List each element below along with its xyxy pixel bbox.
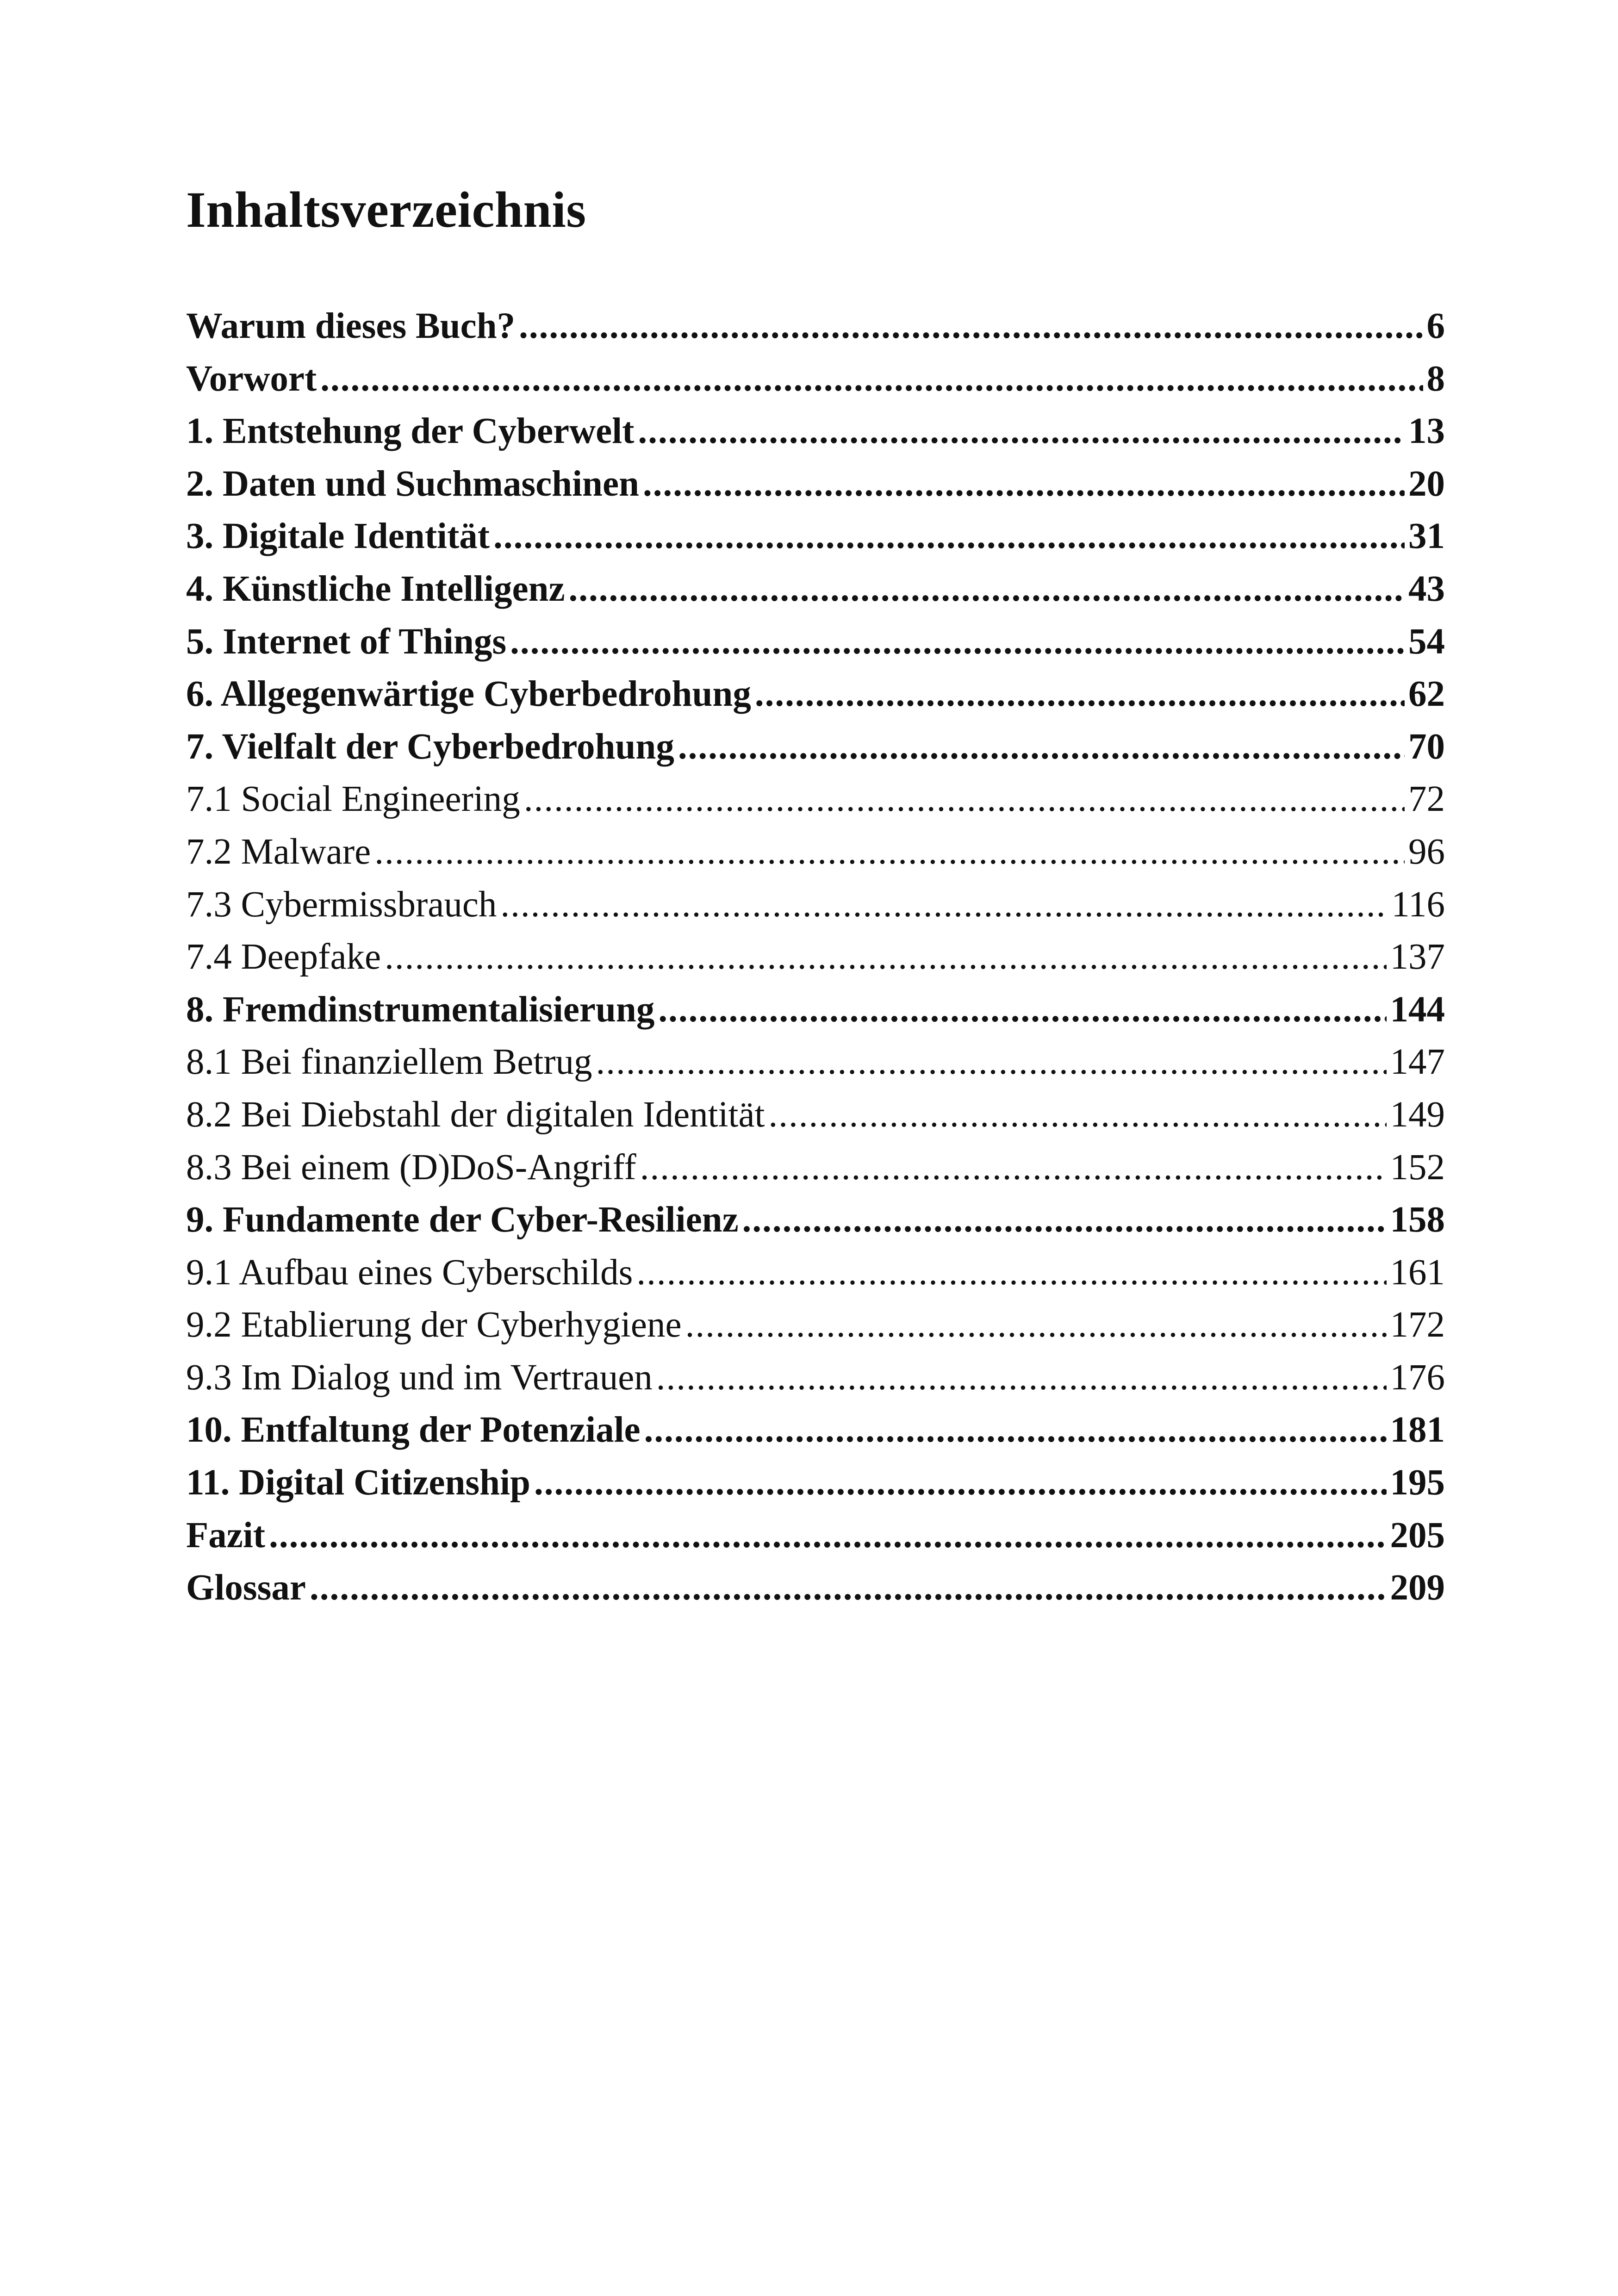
toc-entry[interactable] [186,1194,1445,1246]
toc-dot-leader [678,721,1405,773]
toc-dot-leader [269,1509,1386,1562]
toc-entry-title: 10. Entfaltung der Potenziale [186,1410,641,1450]
toc-entry-page-number: 149 [1390,1094,1445,1135]
toc-entry-title: Glossar [186,1568,306,1608]
toc-dot-leader [644,1404,1387,1456]
toc-entry-title: 7.3 Cybermissbrauch [186,884,497,925]
toc-entry[interactable] [186,616,1445,668]
page-title: Inhaltsverzeichnis [186,181,586,238]
toc-entry[interactable] [186,1456,1445,1509]
toc-entry-page-number: 62 [1408,674,1445,715]
toc-dot-leader [640,1141,1387,1194]
toc-entry-page-number: 176 [1390,1357,1445,1398]
toc-entry[interactable] [186,1351,1445,1404]
toc-entry-title: 9. Fundamente der Cyber-Resilienz [186,1200,739,1240]
toc-dot-leader [569,563,1405,616]
toc-entry-page-number: 6 [1426,306,1445,346]
toc-dot-leader [769,1089,1387,1141]
toc-entry-title: 8. Fremdinstrumentalisierung [186,989,655,1030]
toc-entry[interactable] [186,931,1445,983]
toc-entry[interactable] [186,1404,1445,1456]
toc-entry[interactable] [186,668,1445,721]
toc-dot-leader [493,510,1405,563]
toc-entry[interactable] [186,721,1445,773]
toc-entry[interactable] [186,983,1445,1036]
toc-entry-title: 11. Digital Citizenship [186,1462,530,1503]
toc-entry-page-number: 195 [1390,1462,1445,1503]
toc-entry-title: 8.3 Bei einem (D)DoS-Angriff [186,1147,636,1188]
toc-entry[interactable] [186,405,1445,458]
toc-entry-page-number: 137 [1390,937,1445,977]
toc-entry[interactable] [186,1246,1445,1299]
toc-dot-leader [534,1456,1387,1509]
toc-entry[interactable] [186,353,1445,405]
toc-dot-leader [320,353,1423,405]
toc-entry-page-number: 72 [1408,779,1445,820]
toc-entry[interactable] [186,458,1445,510]
toc-entry-title: 9.1 Aufbau eines Cyberschilds [186,1252,633,1293]
toc-entry-title: 1. Entstehung der Cyberwelt [186,411,635,452]
toc-entry[interactable] [186,1141,1445,1194]
toc-entry-title: 2. Daten und Suchmaschinen [186,463,639,504]
toc-entry-title: 7.1 Social Engineering [186,779,520,820]
toc-entry-page-number: 147 [1390,1042,1445,1083]
toc-entry-page-number: 172 [1390,1305,1445,1345]
toc-entry-page-number: 20 [1408,463,1445,504]
toc-entry-title: 3. Digitale Identität [186,516,490,557]
toc-entry-title: 9.2 Etablierung der Cyberhygiene [186,1305,682,1345]
toc-dot-leader [685,1299,1387,1351]
toc-entry[interactable] [186,1036,1445,1089]
toc-entry-title: 7.2 Malware [186,831,371,872]
toc-entry[interactable] [186,563,1445,616]
toc-entry-title: 7. Vielfalt der Cyberbedrohung [186,726,674,767]
toc-entry-title: Vorwort [186,358,317,399]
toc-dot-leader [524,773,1405,826]
table-of-contents [186,300,1445,1614]
toc-entry-title: Warum dieses Buch? [186,306,516,346]
toc-entry-page-number: 158 [1390,1200,1445,1240]
toc-entry[interactable] [186,300,1445,353]
toc-entry-title: 9.3 Im Dialog und im Vertrauen [186,1357,653,1398]
toc-entry-page-number: 8 [1426,358,1445,399]
toc-entry-title: 8.2 Bei Diebstahl der digitalen Identität [186,1094,765,1135]
toc-entry-page-number: 70 [1408,726,1445,767]
toc-entry[interactable] [186,826,1445,878]
toc-entry-title: 8.1 Bei finanziellem Betrug [186,1042,592,1083]
toc-dot-leader [596,1036,1387,1089]
toc-entry-title: 4. Künstliche Intelligenz [186,568,565,609]
toc-dot-leader [636,1246,1386,1299]
toc-entry-page-number: 116 [1391,884,1445,925]
toc-dot-leader [742,1194,1387,1246]
toc-entry-page-number: 43 [1408,568,1445,609]
toc-entry[interactable] [186,1299,1445,1351]
toc-entry-page-number: 181 [1390,1410,1445,1450]
toc-entry-page-number: 96 [1408,831,1445,872]
toc-entry[interactable] [186,773,1445,826]
toc-dot-leader [638,405,1405,458]
toc-dot-leader [755,668,1405,721]
toc-dot-leader [519,300,1423,353]
toc-dot-leader [658,983,1386,1036]
toc-dot-leader [510,616,1405,668]
toc-entry-page-number: 31 [1408,516,1445,557]
toc-entry-title: 7.4 Deepfake [186,937,381,977]
toc-dot-leader [385,931,1386,983]
toc-dot-leader [310,1562,1387,1614]
toc-entry-page-number: 54 [1408,621,1445,662]
toc-dot-leader [374,826,1405,878]
toc-dot-leader [643,458,1405,510]
toc-entry-page-number: 152 [1390,1147,1445,1188]
toc-entry-page-number: 161 [1390,1252,1445,1293]
toc-entry[interactable] [186,1089,1445,1141]
toc-entry-page-number: 13 [1408,411,1445,452]
toc-dot-leader [656,1351,1387,1404]
toc-entry[interactable] [186,1509,1445,1562]
toc-entry[interactable] [186,878,1445,931]
toc-entry-title: 6. Allgegenwärtige Cyberbedrohung [186,674,751,715]
toc-entry-page-number: 205 [1390,1515,1445,1556]
toc-entry-page-number: 209 [1390,1568,1445,1608]
toc-dot-leader [500,878,1388,931]
toc-entry-page-number: 144 [1390,989,1445,1030]
toc-entry[interactable] [186,1562,1445,1614]
toc-entry-title: Fazit [186,1515,266,1556]
toc-entry[interactable] [186,510,1445,563]
toc-entry-title: 5. Internet of Things [186,621,507,662]
